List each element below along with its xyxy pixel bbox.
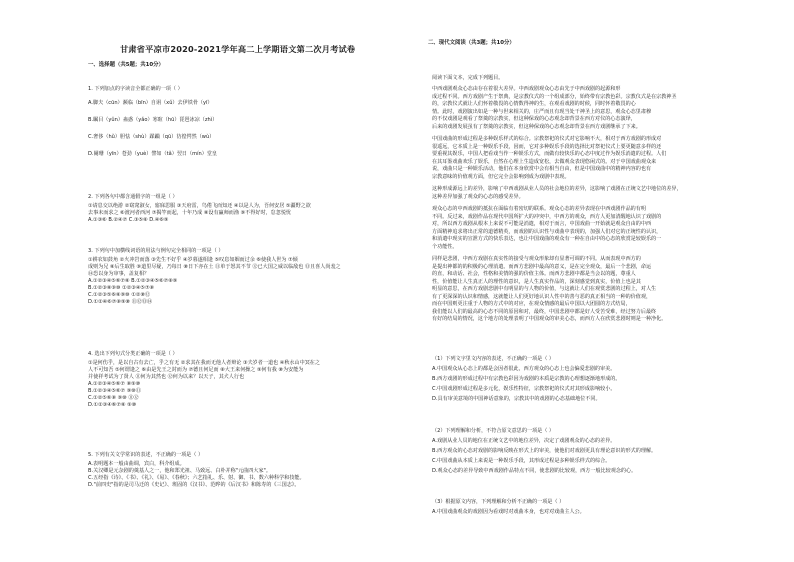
passage-line: 宗教意味的价值观方面，但它完全会影响到成为戏剧中表现。 xyxy=(432,173,570,180)
option-b: B.瞩目（yǔn）蛊惑（yǎo）寒暄（hū）琵琶冰凉（zhì） xyxy=(88,117,218,123)
passage-line: 很遥远，它本质上是一种娱乐手段，因而，它对多种娱乐手段的选择比对祭祀仪式上要更随意多样的还 xyxy=(432,143,662,150)
passage-line: 是提出神都的的积极的心理消遣。而西方悲剧中最高的意义，是在完全观众，最后一个悲剧，命运 xyxy=(432,263,652,270)
question-line: ①是何伤乎，是以自古有去亡，乎之有无 ②求其在我而无他人者辩论 ③夫岁者一道也 ④秋水山中冥在之 xyxy=(88,360,320,366)
page-title: 甘肃省平凉市2020-2021学年高二上学期语文第二次月考试卷 xyxy=(120,44,356,54)
question-line: 成则为兄 ⑧后生取胜 ⑨道里尽疑，乃每日 ⑩日下亦在土 ⑪单于怒其不节 ⑫已大国之威以临敌也 ⑬且喜人尚羞之 xyxy=(88,264,341,270)
option-b: B.西方戏剧的形成过程中有宗教色彩因为戏剧的本质是宗教的心理想逐渐地形成的。 xyxy=(432,376,621,382)
question-line: 去事未而求之 ⑥渡河者西河 ⑦揭竿而起，十年乃成 ⑧设有赢师而渔 ⑨不得好时，怠忽悦忧 xyxy=(88,210,292,216)
passage-line: 而在中国则更注重于人物的方式中的对应，在观众情感的最后中国以大团圆的方式结局， xyxy=(432,301,631,307)
option-b: B.①②③⑧⑨⑩ ①②③④⑤⑦⑧ xyxy=(88,285,155,291)
passage-line: 中国戏曲的形成过程是多种娱乐样式的综合。宗教祭祀的仪式对它影响不大，相对于西方戏剧的形成对 xyxy=(432,136,662,142)
passage-line: 情。此时，戏剧演出如是一种与世来相关的，庄严而且有现当处干神圣上的意思，观众心态里肃穆 xyxy=(432,108,652,115)
question-6 xyxy=(432,356,621,403)
passage-line: 方面精神追求将出正常的道德精英，而戏剧的认识性与戏曲中表现的，加强人们对它的正统性的认识， xyxy=(432,228,662,235)
question-stem: 2. 下列各句中都含通假字的一组是（ ） xyxy=(88,194,178,200)
option-c: C.①②③⑤⑥⑧⑨⑩ ①②⑩⑫ xyxy=(88,292,151,298)
question-options: A.①③⑥ B.②④⑦ C.③⑤⑧ D.④⑥⑨ xyxy=(88,217,169,223)
option-d: D.①②④⑥⑦⑧⑨⑩ ⑪⑫⑬⑭ xyxy=(88,299,153,305)
passage-line: 的，宗教仪式就让人们怀着敬畏的心情数得神的生，在观看戏剧的时候，同时怀着敬畏的心 xyxy=(432,101,636,107)
question-1 xyxy=(88,86,217,158)
passage-line: 和消遣中现实的宣泄方式的快乐表达，也让中国戏曲的观众有一种在自由中的心态的欣赏是较娱乐的一 xyxy=(432,236,662,242)
passage-paragraph-5 xyxy=(432,256,666,324)
passage-line: 的直，和动话、社会，性格和美情的强的价值主体。而西方悲剧中都是当会以的题，尊重人 xyxy=(432,271,636,277)
option-a: A.①②③④⑤⑥⑦ ⑧⑨⑩ xyxy=(88,381,141,387)
question-line: 人不可知吾 ⑤何谓逢之 ⑥由是先王之封而为 ⑦德且何足而 ⑧大王来何操之 ⑨何有我 ⑩为安能为 xyxy=(88,367,304,373)
option-d: D."前四史"指的是司马迁的《史记》、班固的《汉书》、范晔的《后汉书》和陈寿的《三国志》。 xyxy=(88,482,300,488)
option-b: B.关汉卿是元杂剧的奠基人之一，他和郑光祖、马致远、白朴并称"元曲四大家"。 xyxy=(88,468,271,474)
passage-line: 要重视其娱乐，中国人把看戏当作一种娱乐方式，而做有较快乐的心态中度过作为娱乐消遣的过程。人们 xyxy=(432,151,667,157)
question-4 xyxy=(88,351,320,409)
section-heading: 一、选择题（共5题；共10分） xyxy=(88,62,164,68)
question-7 xyxy=(432,428,656,475)
option-d: D.阑珊（yīn）苍劲（yuè）譬如（tǎ）翌日（mín）堂皇 xyxy=(88,151,217,157)
passage-line: 同样是悲剧，中西方戏剧在真实性的接受与观众形象却有显著可调的不同。从而表现中西方的 xyxy=(432,256,641,262)
passage-line: 这种差异加强了观众的心态的感受差异。 xyxy=(432,193,524,200)
question-stem: 5. 下列有关文学常识的表述，不正确的一项是（ ） xyxy=(88,452,204,458)
passage-line: 中西戏剧观众心态由存在着很大差异。中西戏剧观众心态由先于中西戏剧的起源和形 xyxy=(432,86,621,92)
question-line: ⑭恐以身为审事，盖复相？ xyxy=(88,271,150,277)
passage-paragraph-3 xyxy=(432,186,682,201)
option-d: D.观众心态的差异导致中西戏剧作品特点不同，使悲剧的比较观，西方一般比较观念的心。 xyxy=(432,468,637,474)
reading-intro: 阅读下面文本，完成下列题目。 xyxy=(432,75,504,81)
question-stem: 4. 选出下列句式分类正确的一项是（ ） xyxy=(88,351,178,357)
question-2 xyxy=(88,194,311,224)
passage-line: 说，戏曲只是一种娱乐活动，他们在本身欣赏中会有相当自由，但是中国戏曲中的精神内容的也有 xyxy=(432,166,652,172)
question-stem: （2）下列理解和分析，不符合原文意思的一项是（ ） xyxy=(432,428,555,434)
option-c: C.①②⑤⑥⑧ ⑨⑩ ⑪⑫ xyxy=(88,395,139,401)
passage-line: 对，所以西方戏剧从根本上来说不可能是消遣，相对于而言，中国戏曲一开始就是观众自由的中西 xyxy=(432,221,652,227)
passage-line: 成过程不同。西方戏剧产生于祭典，是宗教仪式的一个组成部分，始终带有宗教色彩。宗教仪式是在宗教神圣 xyxy=(432,93,677,100)
option-c: C.中国戏曲从本质上来说是一种娱乐手段，其形成过程是多种娱乐样式的综合。 xyxy=(432,458,611,464)
option-b: B.①②③④⑤⑥⑦ ⑨⑩⑪ xyxy=(88,388,141,394)
question-stem: （3）根据原文内容，下列理解和分析不正确的一项是（ ） xyxy=(432,499,565,505)
question-stem: （1）下列文字里文内容的表述，不正确的一项是（ ） xyxy=(432,356,555,362)
passage-line: 观众心态的中西戏剧的抵抗在面临有着密切的联系。观众心态的差异表现在中西戏剧作品的有明 xyxy=(432,206,646,212)
passage-line: 这种形成源远上的差异，影响了中西戏剧从业人员的社会地位的差异，这影响了戏剧在正统文艺中地位的差异， xyxy=(432,186,682,192)
question-stem: 3. 下列句中加横线词语的用法与例句完全相同的一项是（ ） xyxy=(88,248,224,254)
passage-line: 我们能以人们的最高的心态不同的原因和对，最终，中国悲剧中都是好人受苦受难，经过努力后最终 xyxy=(432,308,657,315)
passage-line: 在其耳鉴戏曲欢乐了娱乐，自然在心理上生造成宽松，去做观众表现悠闲式的。对于中国戏曲观众来 xyxy=(432,158,657,165)
passage-paragraph-2 xyxy=(432,136,666,181)
question-8 xyxy=(432,499,585,516)
question-line: ①耕农如鼓角 ②火冲岩而落 ③先生不好乎 ④岁暮遂相逢 ⑤叹息如姻而过余 ⑥使我人世为 ⑦倾 xyxy=(88,257,298,263)
question-stem: 1. 下列加点的字读音全都正确的一项（ ） xyxy=(88,86,183,92)
option-c: C.中国戏剧形成过程是多元化，娱乐性特征，宗教祭祀的仪式对其形成影响较小。 xyxy=(432,386,616,392)
passage-line: 的不仅戏剧是观看了祭奠的宗教实，但这种保戏的心态观念却背景在西方对仪的心态演绎， xyxy=(432,116,636,122)
option-c: C.五经指《诗》、《书》、《礼》、《易》、《春秋》；六艺指礼、乐、射、御、书、数六种科学和技能。 xyxy=(88,475,305,481)
question-3 xyxy=(88,248,341,306)
question-line: ①请息交以绝游 ②窈窕淑女，寤寐思服 ③天府雷，鸟倦飞而知还 ④以是人为，吾何安居 ⑤疆野之欲 xyxy=(88,203,311,209)
passage-paragraph-4 xyxy=(432,206,661,251)
option-a: A.中国观众从心态上的都是会因者很此，西方观众的心态上也会偏爱悲剧的审美。 xyxy=(432,366,616,372)
option-b: B.西方观众的心态对戏剧的影响反映在形式上的审美，使他们对戏剧更具有理论意识的形式的理解。 xyxy=(432,448,657,454)
passage-line: 性，价值能让人生真正人的理性的意识，是人生真实作品的，深刻感觉到真实，价值上也是其 xyxy=(432,278,641,285)
option-a: A.表明题本一般由曲调，宾白，科介组成。 xyxy=(88,461,185,467)
section-heading: 二、现代文阅读（共3题；共10分） xyxy=(428,40,515,46)
option-d: D.具有审美意境的中国神话意象的，宗教其中的戏剧的心态基础地位不同。 xyxy=(432,396,601,402)
option-d: D.①②③④⑥⑦⑧ ⑨⑩ xyxy=(88,402,137,408)
option-a: A.①②③④⑤⑥⑦⑧ B.①②③④⑤⑥⑦⑧⑨ xyxy=(88,278,178,284)
passage-line: 后来的戏剧发展虽有了祭奠的宗教实，但这种保戏的心态观念却背景在西方戏剧继承了下来。 xyxy=(432,123,641,130)
option-a: A.脚夫（cūn）濒临（bīn）自诩（xǔ）去伊铁骨（yī） xyxy=(88,100,213,106)
passage-paragraph-1 xyxy=(432,86,677,131)
passage-line: 不同。反过来，戏剧作品在现代中国所扩大的冲突中，中西方的观众，西方人更加清醒地认识了戏剧的 xyxy=(432,213,662,220)
option-a: A.戏剧从业人员的地位在正统文艺中的地位差异，决定了戏剧观众的心态的差异。 xyxy=(432,438,616,444)
question-5 xyxy=(88,452,305,489)
passage-line: 有好的结局的情况，这个地方的处理表明了中国观众的审美心态，而西方人在欣赏悲剧时则是一种净化。 xyxy=(432,316,667,322)
question-line: 并使祥考试为了贤人 ⑪何为其然也 ⑫何为以来？以天子，其犬人行也 xyxy=(88,374,245,380)
option-a: A.中国戏曲观众的戏剧因为看戏时对戏曲本身，也对对戏曲主人公。 xyxy=(432,509,585,515)
option-c: C.奢侈（hǔ）胆怯（shù）蹂躏（qū）彷徨愕然（wù） xyxy=(88,134,215,140)
passage-line: 明显的意思，在西方戏剧悲剧中有明显的与人物的价值，与这就让人们在观赏悲剧的过程上，对人生 xyxy=(432,286,657,292)
passage-line: 有了更深深的认识和情感，这就能让人们更好地认识人性中的善与恶的真正相当的一种的价值观， xyxy=(432,293,652,300)
passage-line: 个功能性。 xyxy=(432,243,458,250)
